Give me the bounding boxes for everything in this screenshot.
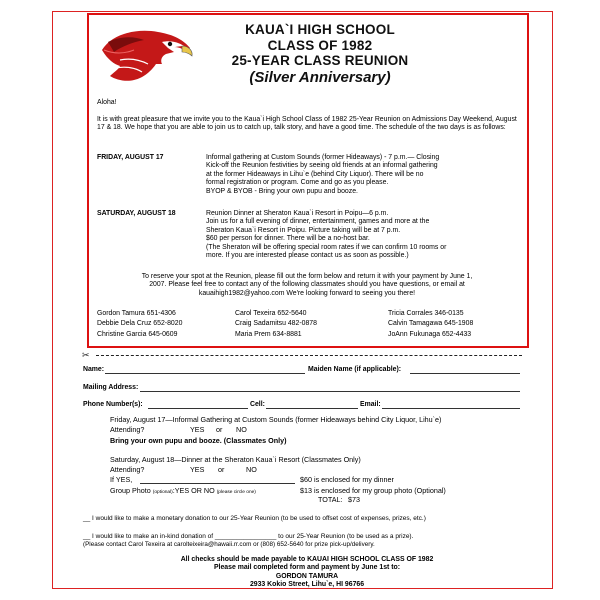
school-name: KAUA`I HIGH SCHOOL	[245, 22, 395, 37]
friday-yes-option[interactable]: YES	[190, 425, 205, 434]
photo-amount: $13 is enclosed for my group photo (Optional)	[300, 486, 446, 495]
maiden-name-label: Maiden Name (if applicable):	[308, 366, 402, 373]
friday-line: Kick-off the Reunion festivities by seeing old friends at an informal gathering	[206, 162, 438, 170]
saturday-line: Join us for a full evening of dinner, entertainment, games and more at the	[206, 218, 430, 226]
saturday-line: $60 per person for dinner. There will be a no-host bar.	[206, 235, 370, 243]
contact: JoAnn Fukunaga 652-4433	[388, 330, 472, 338]
group-photo-text: Group Photo	[110, 486, 151, 495]
saturday-or-label: or	[218, 465, 225, 474]
saturday-description	[206, 210, 518, 260]
reserve-line: To reserve your spot at the Reunion, please fill out the form below and return it with your payment by June 1,	[141, 273, 473, 280]
reunion-title: 25-YEAR CLASS REUNION	[231, 53, 409, 68]
eagle-mascot-icon	[100, 20, 195, 92]
contact-list	[97, 309, 517, 340]
maiden-name-field[interactable]	[410, 373, 520, 374]
mail-instructions: Please mail completed form and payment by June 1st to:	[213, 564, 401, 572]
contact: Gordon Tamura 651-4306	[97, 310, 176, 317]
mail-recipient: GORDON TAMURA	[275, 572, 339, 580]
saturday-line: (The Sheraton will be offering special room rates if we can confirm 10 rooms or	[206, 243, 447, 251]
saturday-yes-option[interactable]: YES	[190, 465, 205, 474]
contact: Debbie Dela Cruz 652-8020	[97, 320, 183, 328]
mailing-address-label: Mailing Address:	[83, 384, 139, 391]
reserve-line: 2007. Please feel free to contact any of the following classmates should you have questions, or email at	[149, 281, 465, 289]
reserve-paragraph	[97, 273, 517, 298]
total-value: $73	[348, 495, 360, 504]
saturday-day-label: SATURDAY, AUGUST 18	[97, 210, 176, 217]
contact: Craig Sadamitsu 482-0878	[235, 320, 317, 328]
scissors-icon: ✂	[82, 350, 90, 360]
saturday-attending-label: Attending?	[110, 465, 145, 474]
email-label: Email:	[360, 401, 381, 408]
email-field[interactable]	[382, 408, 520, 409]
contact: Calvin Tamagawa 645-1908	[388, 320, 474, 328]
contact: Tricia Corrales 346-0135	[388, 310, 464, 317]
group-photo-optional: (optional)	[152, 490, 173, 495]
cell-field[interactable]	[266, 408, 358, 409]
friday-line: at the former Hideaways in Lihu`e (behind City Liquor). There will be no	[206, 170, 424, 178]
payment-instructions	[97, 556, 517, 590]
saturday-line: Reunion Dinner at Sheraton Kaua`i Resort in Poipu—6 p.m.	[206, 210, 389, 217]
cell-label: Cell:	[250, 401, 265, 408]
friday-or-label: or	[216, 425, 223, 434]
name-field[interactable]	[105, 373, 305, 374]
friday-note: Bring your own pupu and booze. (Classmates Only)	[110, 436, 287, 445]
contact: Carol Texeira 652-5640	[235, 310, 307, 317]
friday-line: BYOP & BYOB - Bring your own pupu and booze.	[206, 187, 358, 195]
friday-line: formal registration or program. Come and go as you please.	[206, 179, 389, 187]
cut-line	[96, 355, 522, 356]
saturday-line: more. If you are interested please contact us as soon as possible.)	[206, 252, 409, 260]
group-photo-choice[interactable]: :YES OR NO	[172, 486, 215, 495]
mailing-address-field[interactable]	[140, 391, 520, 392]
friday-day-label: FRIDAY, AUGUST 17	[97, 154, 164, 161]
if-yes-label: If YES,	[110, 475, 133, 484]
group-photo-label	[110, 486, 256, 498]
checks-payable: All checks should be made payable to KAUAI HIGH SCHOOL CLASS OF 1982	[180, 556, 434, 563]
saturday-event-title: Saturday, August 18—Dinner at the Sheraton Kaua`i Resort (Classmates Only)	[110, 455, 361, 464]
dinner-amount: $60 is enclosed for my dinner	[300, 475, 394, 484]
contact: Christine Garcia 645-0609	[97, 330, 178, 338]
reserve-email-line: kauaihigh1982@yahoo.com We're looking forward to seeing you there!	[198, 289, 416, 297]
group-photo-circle-hint: (please circle one)	[216, 490, 256, 495]
total-label: TOTAL:	[318, 495, 343, 504]
friday-attending-label: Attending?	[110, 425, 145, 434]
greeting: Aloha!	[97, 99, 117, 106]
name-label: Name:	[83, 366, 105, 373]
phone-label: Phone Number(s):	[83, 401, 143, 408]
friday-line: Informal gathering at Custom Sounds (former Hideaways) - 7 p.m.— Closing	[206, 154, 440, 161]
saturday-line: Sheraton Kaua`i Resort in Poipu. Picture taking will be at 7 p.m.	[206, 226, 401, 234]
phone-field[interactable]	[148, 408, 248, 409]
intro-paragraph: It is with great pleasure that we invite you to the Kaua`i High School Class of 1982 25-Year Reunion on Admissions Day Weekend, August 17 & 18. We hope that you are able to join us to catch up, talk story, and have a good time. The schedule of the two days is as follows:	[97, 116, 517, 132]
if-yes-line[interactable]	[140, 483, 295, 484]
friday-no-option[interactable]: NO	[236, 425, 247, 434]
class-year: CLASS OF 1982	[267, 37, 373, 53]
inkind-contact-note: (Please contact Carol Texeira at carolteixeira@hawaii.rr.com or (808) 652-5640 for prize pick-up/delivery.	[83, 541, 375, 548]
saturday-no-option[interactable]: NO	[246, 465, 257, 474]
silver-anniversary: (Silver Anniversary)	[249, 68, 391, 86]
invitation-header	[200, 22, 440, 86]
inkind-donation-option[interactable]: __ I would like to make an in-kind donation of _________________ to our 25-Year Reunion (to be used as a prize).	[83, 533, 414, 540]
contact: Maria Prem 634-8881	[235, 330, 302, 338]
friday-event-title: Friday, August 17—Informal Gathering at Custom Sounds (former Hideaways behind City Liquor, Lihu`e)	[110, 415, 442, 424]
monetary-donation-option[interactable]: __ I would like to make a monetary donation to our 25-Year Reunion (to be used to offset cost of expenses, prizes, etc.)	[83, 515, 426, 522]
friday-description	[206, 154, 518, 196]
mail-address: 2933 Kokio Street, Lihu`e, HI 96766	[249, 581, 365, 589]
